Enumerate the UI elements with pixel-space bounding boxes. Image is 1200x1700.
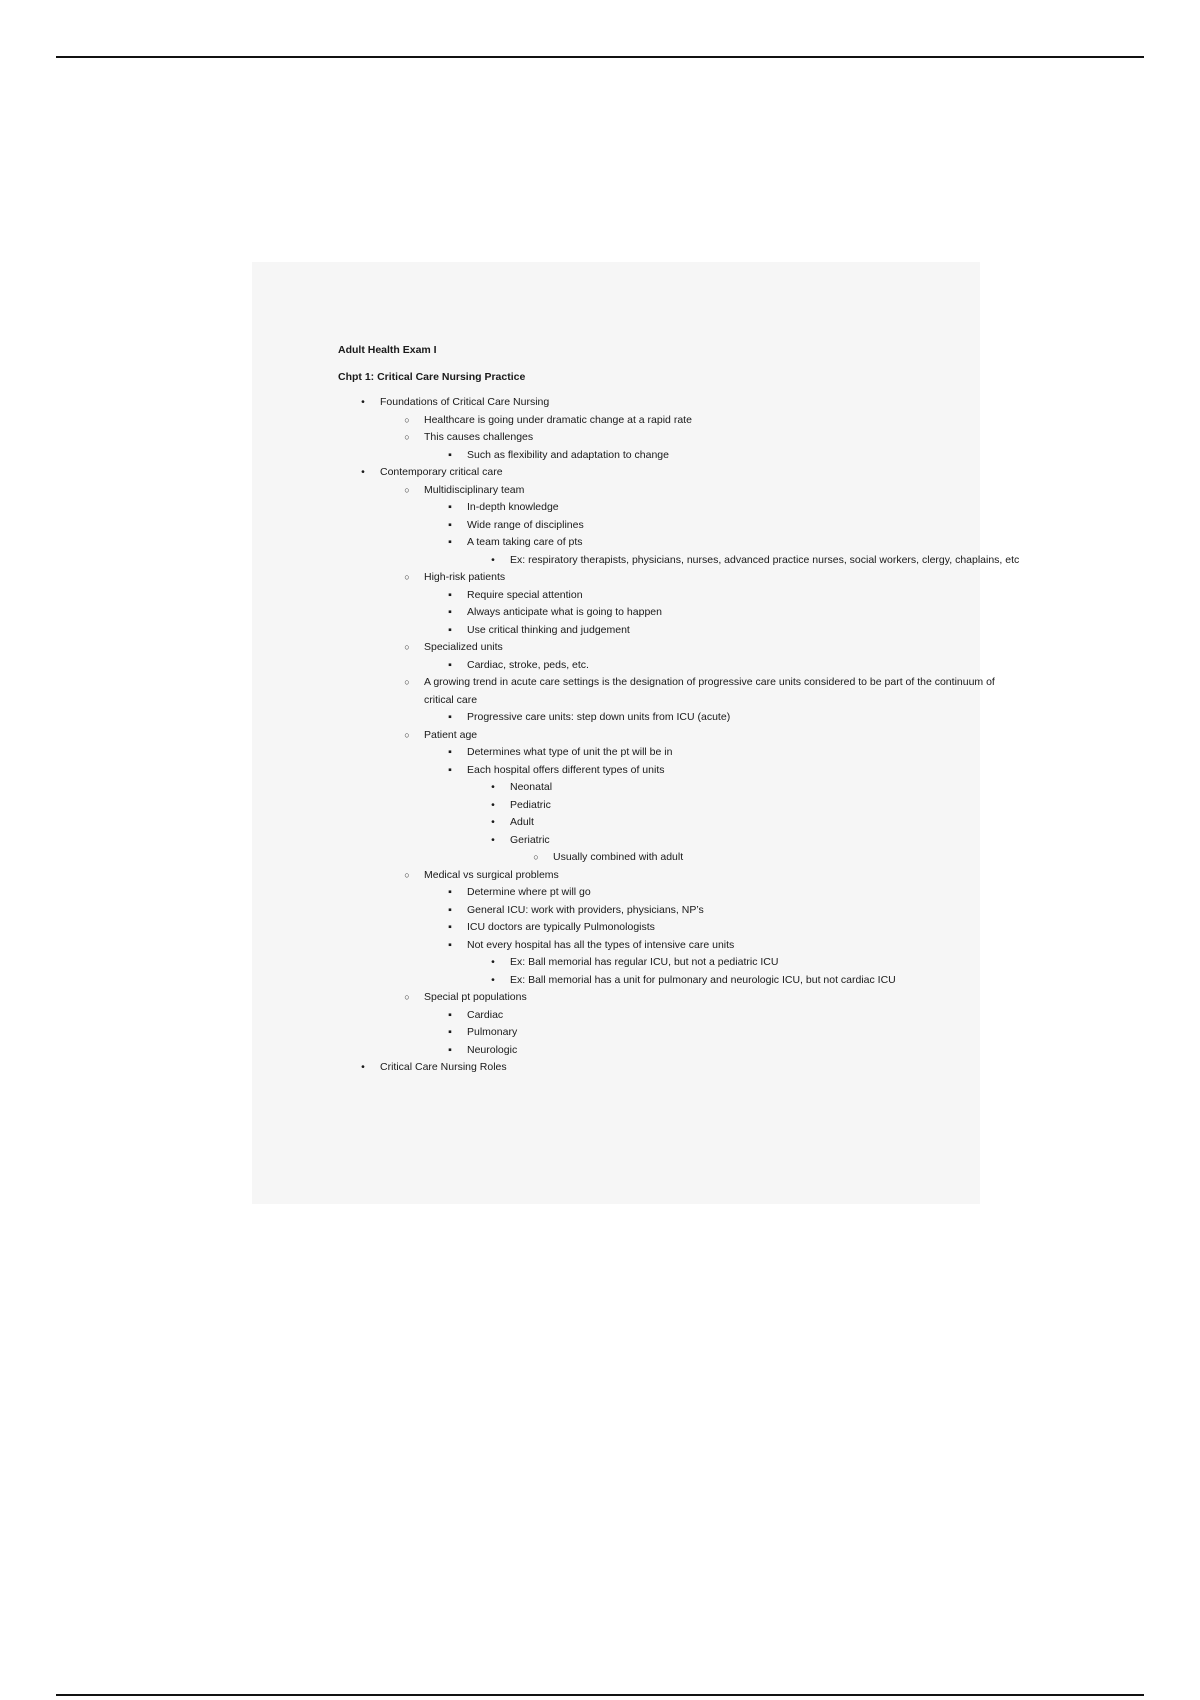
outline-item-text: High-risk patients <box>424 571 506 583</box>
outline-item <box>338 499 898 517</box>
outline-item <box>338 762 898 780</box>
outline-item-text: Specialized units <box>424 641 503 653</box>
outline-item <box>338 709 898 727</box>
document-body <box>338 342 1020 1077</box>
outline-item-text: Require special attention <box>467 588 583 601</box>
outline-item <box>338 1042 898 1060</box>
outline-item-text: Determines what type of unit the pt will be in <box>467 746 673 758</box>
outline-item-text: Healthcare is going under dramatic change at a rapid rate <box>424 413 692 426</box>
square-bullet-icon: ▪ <box>448 518 452 531</box>
bullet-icon: • <box>491 816 495 828</box>
outline-item-text: Always anticipate what is going to happen <box>467 606 662 618</box>
bullet-icon: • <box>361 466 365 478</box>
bottom-rule <box>56 1694 1144 1696</box>
outline-item <box>338 552 1085 570</box>
outline-item <box>338 867 898 885</box>
bullet-icon: • <box>491 973 495 986</box>
hollow-bullet-icon: ○ <box>404 869 410 880</box>
outline-item-text: Progressive care units: step down units from ICU (acute) <box>467 711 731 723</box>
square-bullet-icon: ▪ <box>448 1043 452 1056</box>
top-rule <box>56 56 1144 58</box>
outline-item <box>338 919 898 937</box>
square-bullet-icon: ▪ <box>448 658 452 671</box>
square-bullet-icon: ▪ <box>448 763 452 776</box>
outline-item <box>338 569 898 587</box>
outline-item-text: Contemporary critical care <box>380 466 503 478</box>
outline-item <box>338 814 898 832</box>
outline-item-text: Neurologic <box>467 1043 518 1056</box>
outline-item <box>338 1059 898 1077</box>
outline-list <box>338 394 1020 1077</box>
bullet-icon: • <box>491 798 495 811</box>
bullet-icon: • <box>491 956 495 968</box>
outline-item <box>338 482 898 500</box>
bullet-icon: • <box>491 553 495 566</box>
square-bullet-icon: ▪ <box>448 903 452 916</box>
outline-item-text: Determine where pt will go <box>467 886 591 898</box>
hollow-bullet-icon: ○ <box>404 432 410 442</box>
hollow-bullet-icon: ○ <box>404 572 410 582</box>
square-bullet-icon: ▪ <box>448 588 452 601</box>
hollow-bullet-icon: ○ <box>404 414 410 425</box>
outline-item <box>338 464 898 482</box>
outline-item <box>338 622 898 640</box>
outline-item <box>338 972 1085 990</box>
outline-item-text: Not every hospital has all the types of intensive care units <box>467 938 735 951</box>
outline-item <box>338 412 898 430</box>
outline-item-text: Such as flexibility and adaptation to change <box>467 448 669 461</box>
outline-item <box>338 394 898 412</box>
outline-item <box>338 517 898 535</box>
outline-item-text: Wide range of disciplines <box>467 518 584 531</box>
outline-item-text: Neonatal <box>510 781 553 793</box>
outline-item-text: Geriatric <box>510 833 550 846</box>
outline-item <box>338 657 898 675</box>
outline-item <box>338 849 898 867</box>
outline-item-text: Critical Care Nursing Roles <box>380 1061 507 1073</box>
outline-item <box>338 447 898 465</box>
bullet-icon: • <box>491 781 495 793</box>
hollow-bullet-icon: ○ <box>404 642 410 652</box>
outline-item-text: Patient age <box>424 728 478 741</box>
square-bullet-icon: ▪ <box>448 1008 452 1021</box>
outline-item <box>338 989 898 1007</box>
hollow-bullet-icon: ○ <box>404 484 410 495</box>
outline-item <box>338 587 898 605</box>
outline-item <box>338 639 898 657</box>
outline-item-text: Use critical thinking and judgement <box>467 623 630 636</box>
outline-item-text: Cardiac, stroke, peds, etc. <box>467 658 589 671</box>
square-bullet-icon: ▪ <box>448 606 452 618</box>
outline-item-text: In-depth knowledge <box>467 501 559 513</box>
chapter-heading: Chpt 1: Critical Care Nursing Practice <box>338 370 526 383</box>
outline-item-text: Pulmonary <box>467 1026 518 1038</box>
outline-item-text: ICU doctors are typically Pulmonologists <box>467 921 655 933</box>
outline-item <box>338 727 898 745</box>
bullet-icon: • <box>491 833 495 846</box>
outline-item <box>338 937 898 955</box>
square-bullet-icon: ▪ <box>448 623 452 636</box>
outline-item-text: General ICU: work with providers, physicians, NP’s <box>467 903 704 916</box>
outline-item <box>338 744 898 762</box>
square-bullet-icon: ▪ <box>448 1026 452 1038</box>
hollow-bullet-icon: ○ <box>404 677 410 687</box>
outline-item-text: Usually combined with adult <box>553 851 684 863</box>
outline-item-text: Pediatric <box>510 798 551 811</box>
outline-item <box>338 884 898 902</box>
square-bullet-icon: ▪ <box>448 448 452 461</box>
square-bullet-icon: ▪ <box>448 886 452 898</box>
hollow-bullet-icon: ○ <box>533 852 539 862</box>
square-bullet-icon: ▪ <box>448 501 452 513</box>
outline-item-text: Ex: respiratory therapists, physicians, nurses, advanced practice nurses, social workers, clergy, chaplains, etc <box>510 553 1020 566</box>
outline-item <box>338 779 898 797</box>
outline-item <box>338 534 898 552</box>
outline-item-text: Medical vs surgical problems <box>424 868 559 881</box>
outline-item-text: A team taking care of pts <box>467 536 583 548</box>
outline-item-text: Multidisciplinary team <box>424 483 525 496</box>
outline-item-text: Each hospital offers different types of units <box>467 763 665 776</box>
outline-item <box>338 429 898 447</box>
hollow-bullet-icon: ○ <box>404 729 410 740</box>
outline-item-text: A growing trend in acute care settings is the designation of progressive care units considered to be part of the continuum of critical care <box>424 676 995 706</box>
outline-item-text: Special pt populations <box>424 991 527 1003</box>
square-bullet-icon: ▪ <box>448 536 452 548</box>
bullet-icon: • <box>361 1061 365 1073</box>
outline-item <box>338 1024 898 1042</box>
square-bullet-icon: ▪ <box>448 938 452 951</box>
outline-item <box>338 832 898 850</box>
outline-item <box>338 674 999 709</box>
outline-item-text: Foundations of Critical Care Nursing <box>380 396 550 408</box>
outline-item-text: Ex: Ball memorial has regular ICU, but not a pediatric ICU <box>510 956 779 968</box>
outline-item <box>338 954 898 972</box>
outline-item-text: Ex: Ball memorial has a unit for pulmonary and neurologic ICU, but not cardiac ICU <box>510 973 896 986</box>
bullet-icon: • <box>361 396 365 408</box>
square-bullet-icon: ▪ <box>448 921 452 933</box>
square-bullet-icon: ▪ <box>448 711 452 723</box>
hollow-bullet-icon: ○ <box>404 992 410 1002</box>
outline-item-text: Adult <box>510 816 534 828</box>
outline-item-text: Cardiac <box>467 1008 504 1021</box>
document-title: Adult Health Exam I <box>338 344 437 356</box>
square-bullet-icon: ▪ <box>448 746 452 758</box>
outline-item <box>338 902 898 920</box>
outline-item <box>338 797 898 815</box>
outline-item <box>338 604 898 622</box>
outline-item-text: This causes challenges <box>424 431 534 443</box>
outline-item <box>338 1007 898 1025</box>
